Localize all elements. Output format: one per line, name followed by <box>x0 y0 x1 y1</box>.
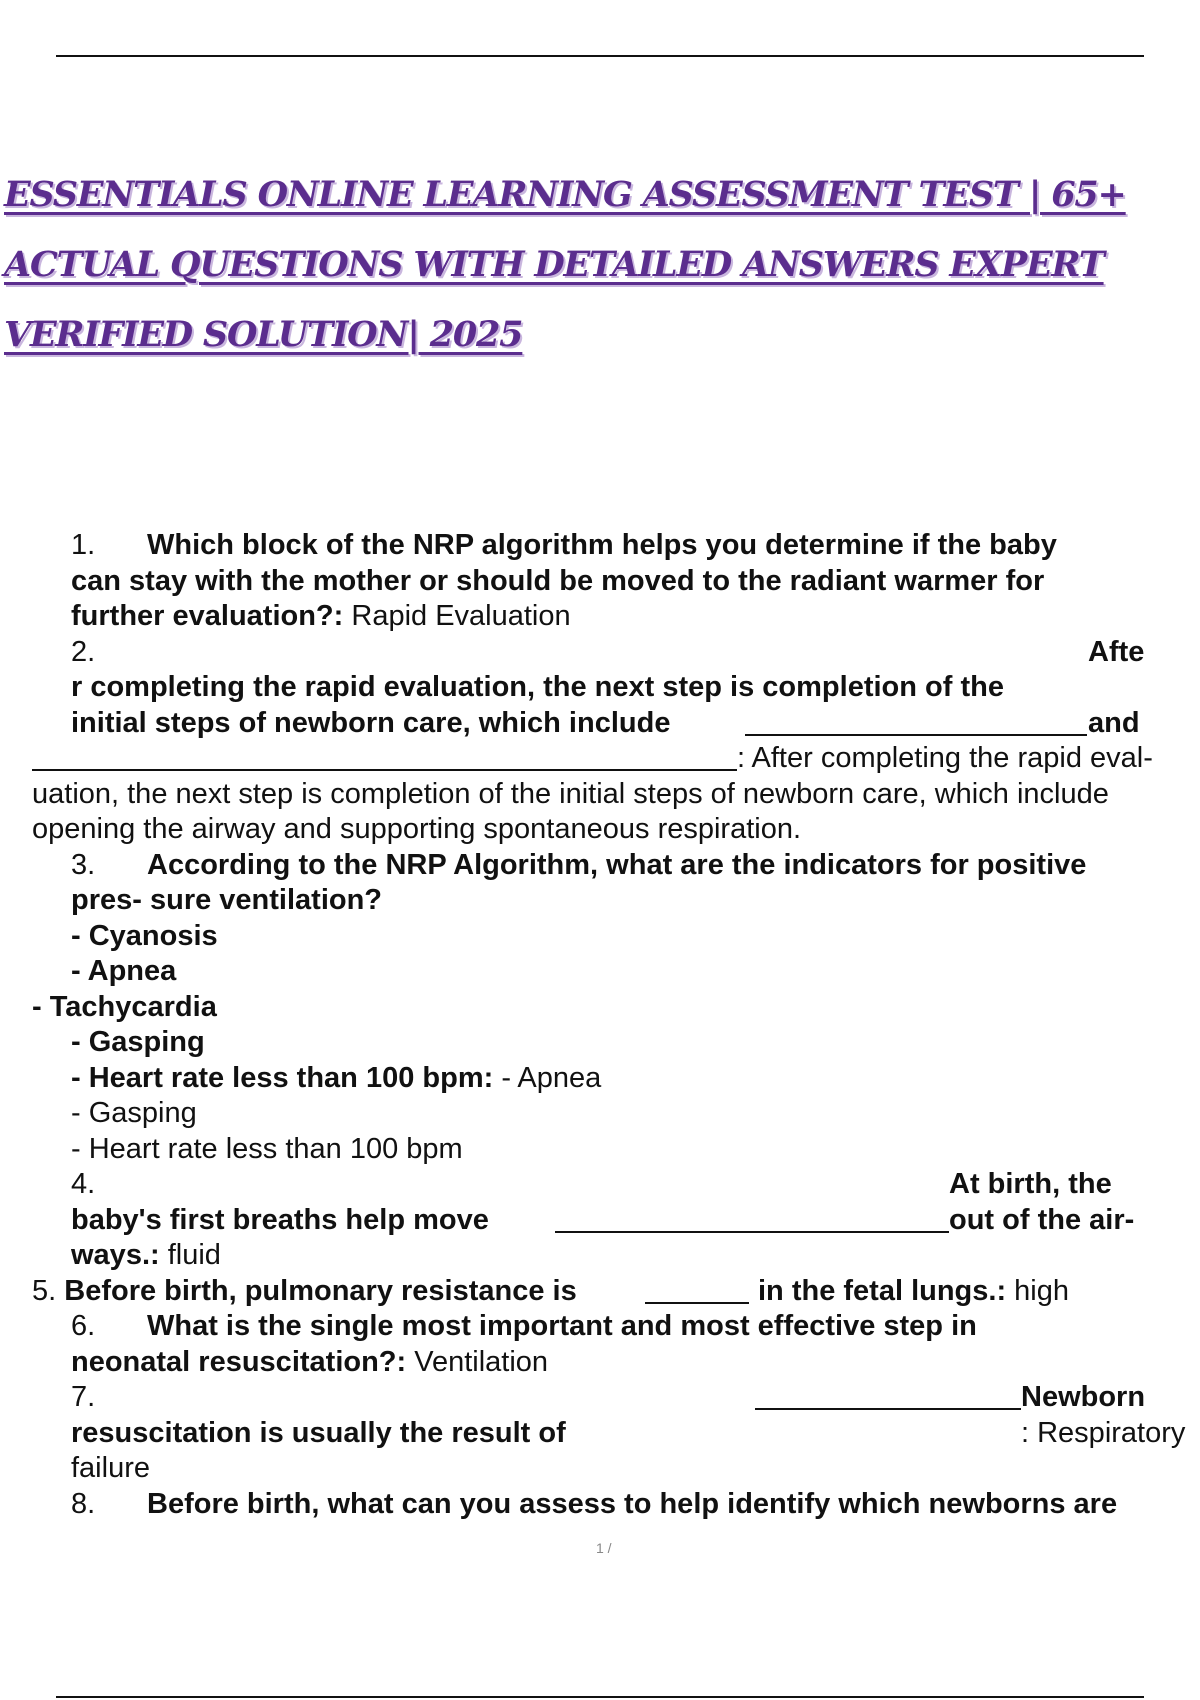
q7-line-2: resuscitation is usually the result of : Respiratory <box>0 1416 1200 1452</box>
q7-line-1: 7. Newborn <box>71 1381 1146 1413</box>
q5-line-1: 5. Before birth, pulmonary resistance is in the fetal lungs.: high <box>32 1274 1070 1307</box>
q3-answer-3: - Heart rate less than 100 bpm <box>71 1132 463 1165</box>
q6-answer: Ventilation <box>406 1345 549 1378</box>
q3-option-1: - Cyanosis <box>71 919 218 952</box>
q4-answer: fluid <box>159 1239 221 1271</box>
q1-answer: Rapid Evaluation <box>343 600 571 632</box>
q3-line-2: pres- sure ventilation? <box>71 884 383 916</box>
q3-answer-2: - Gasping <box>71 1097 197 1129</box>
q1-line-1: 1. Which block of the NRP algorithm helps you determine if the baby <box>71 529 1057 561</box>
q2-answer-2: uation, the next step is completion of the initial steps of newborn care, which include <box>32 777 1109 810</box>
q1-line-2: can stay with the mother or should be moved to the radiant warmer for <box>71 564 1045 597</box>
q3-option-2: - Apnea <box>71 955 177 987</box>
q3-option-5: - Heart rate less than 100 bpm: - Apnea <box>71 1061 602 1094</box>
q3-option-3: - Tachycardia <box>32 990 217 1023</box>
q2-line-4 <box>0 741 1200 777</box>
q2-line-3: initial steps of newborn care, which include and <box>71 706 1140 739</box>
q4-line-1: 4. At birth, the <box>71 1168 1112 1200</box>
document-title-line-2: ACTUAL QUESTIONS WITH DETAILED ANSWERS EXPERT <box>4 244 1104 285</box>
q2-blank-2 <box>32 741 737 771</box>
q3-answer-1: - Apnea <box>493 1061 602 1094</box>
q5-answer: high <box>1006 1274 1070 1307</box>
q8-line-1: 8. Before birth, what can you assess to help identify which newborns are <box>71 1487 1118 1520</box>
q3-option-4: - Gasping <box>71 1026 205 1058</box>
q6-line-1: 6. What is the single most important and most effective step in <box>71 1310 977 1342</box>
q4-line-2: baby's first breaths help move out of the air- <box>71 1203 1135 1236</box>
q2-line-2: r completing the rapid evaluation, the next step is completion of the <box>71 671 1004 703</box>
bottom-rule <box>56 1696 1144 1698</box>
q3-line-1: 3. According to the NRP Algorithm, what are the indicators for positive <box>71 848 1087 881</box>
q4-line-3: ways.: fluid <box>71 1239 221 1271</box>
q6-line-2: neonatal resuscitation?: Ventilation <box>71 1345 549 1378</box>
q2-answer-3: opening the airway and supporting spontaneous respiration. <box>32 813 802 845</box>
document-title-line-3: VERIFIED SOLUTION| 2025 <box>4 314 523 355</box>
page-number: 1 / <box>596 1540 612 1556</box>
q2-answer-1: : After completing the rapid eval- <box>737 742 1153 774</box>
q7-blank <box>755 1380 1021 1410</box>
q7-line-3: failure <box>71 1452 150 1484</box>
document-title-line-1: ESSENTIALS ONLINE LEARNING ASSESSMENT TEST | 65+ <box>4 174 1126 215</box>
q7-answer: : Respiratory <box>1021 1416 1186 1449</box>
q2-blank-1 <box>745 706 1087 736</box>
question-list <box>0 528 1200 1522</box>
q2-line-1: 2. Afte <box>71 635 1145 668</box>
q1-line-3: further evaluation?: Rapid Evaluation <box>71 600 571 632</box>
q4-blank <box>555 1203 949 1233</box>
top-rule <box>56 55 1144 57</box>
q5-blank <box>645 1274 749 1304</box>
